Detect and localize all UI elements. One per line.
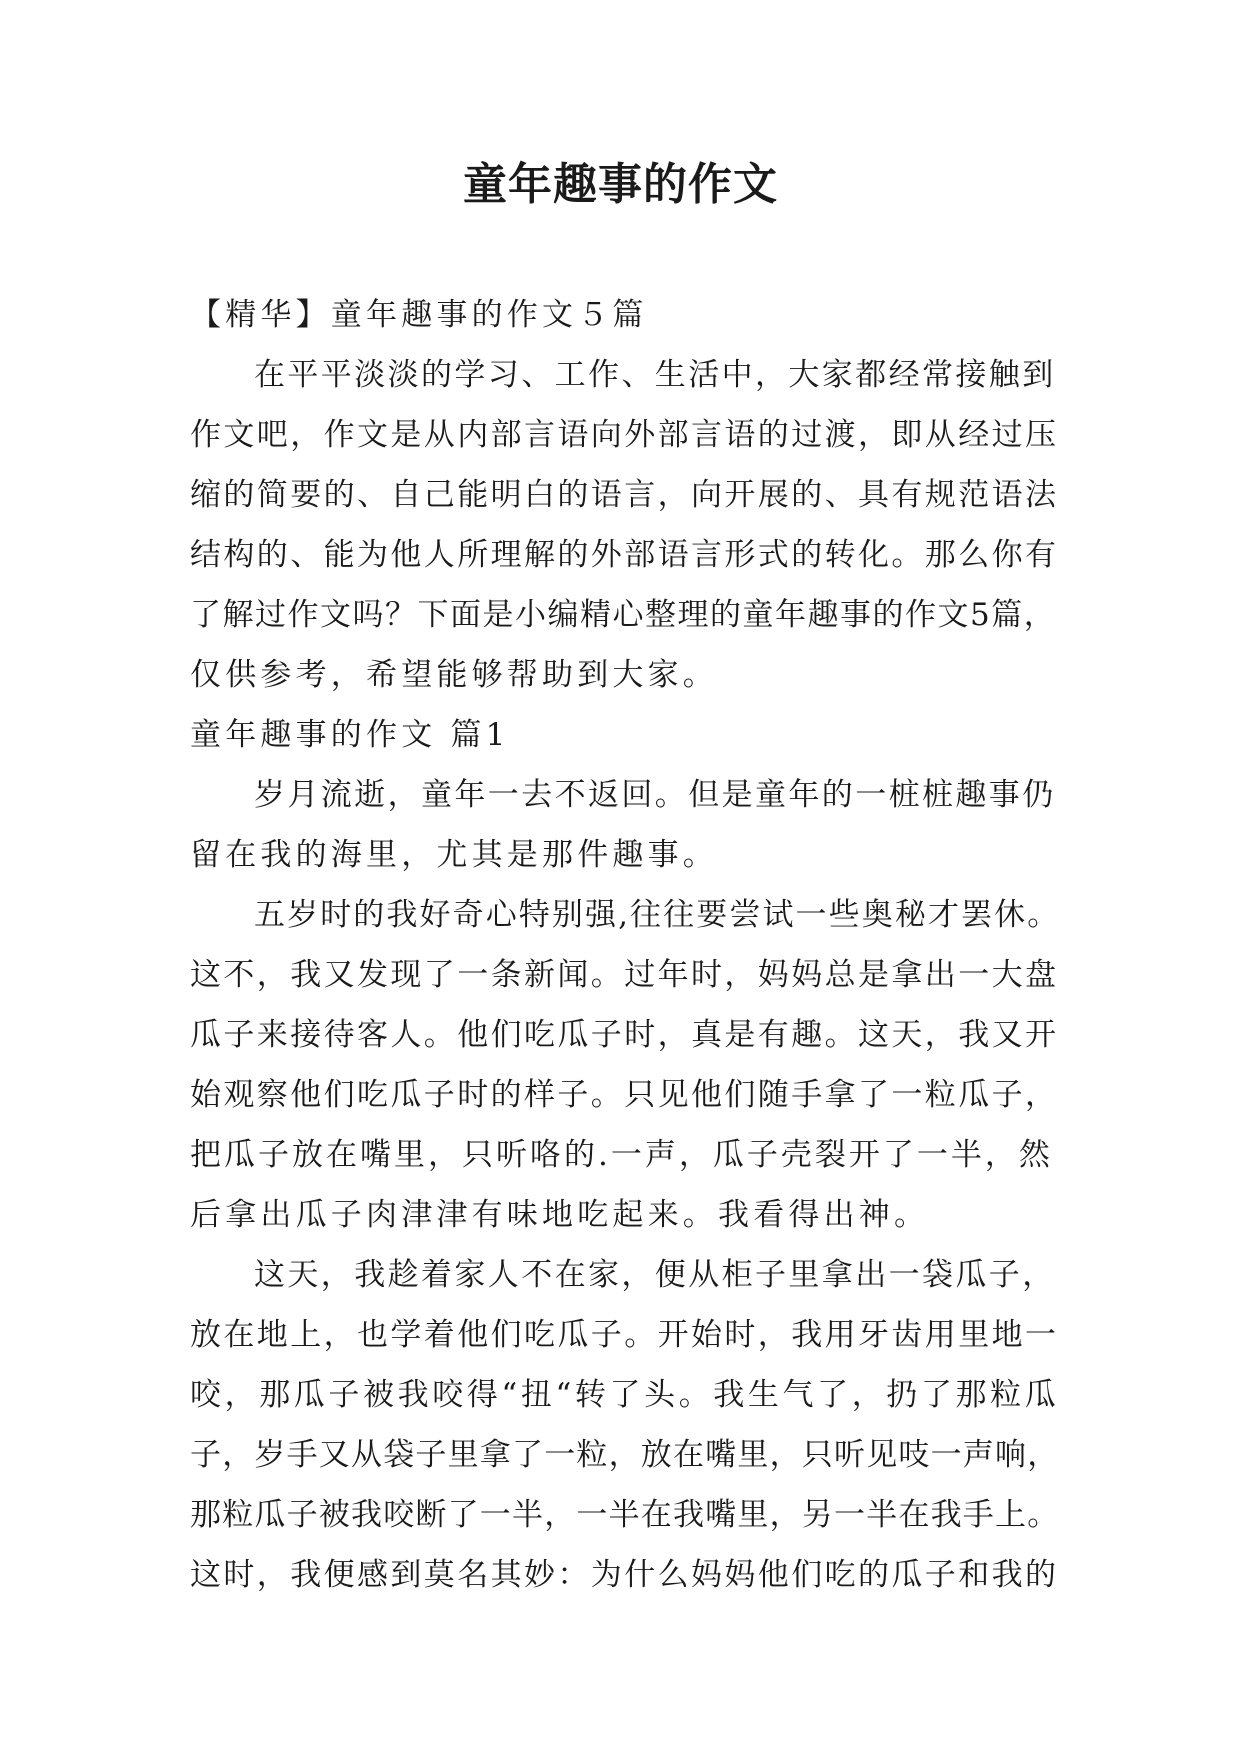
text-line: 那粒瓜子被我咬断了一半，一半在我嘴里，另一半在我手上。 bbox=[190, 1497, 1060, 1533]
text-line: 后拿出瓜子肉津津有味地吃起来。我看得出神。 bbox=[190, 1197, 930, 1233]
text-line: 仅供参考，希望能够帮助到大家。 bbox=[190, 657, 718, 693]
text-line: 这天，我趁着家人不在家，便从柜子里拿出一袋瓜子， bbox=[254, 1257, 1056, 1293]
text-line: 作文吧，作文是从内部言语向外部言语的过渡，即从经过压 bbox=[190, 417, 1059, 453]
text-line: 把瓜子放在嘴里，只听咯的.一声，瓜子壳裂开了一半，然 bbox=[190, 1137, 1053, 1173]
text-line: 放在地上，也学着他们吃瓜子。开始时，我用牙齿用里地一 bbox=[190, 1317, 1059, 1353]
text-line: 童年趣事的作文 篇1 bbox=[190, 717, 510, 753]
text-line: 瓜子来接待客人。他们吃瓜子时，真是有趣。这天，我又开 bbox=[190, 1017, 1059, 1053]
text-line: 岁月流逝，童年一去不返回。但是童年的一桩桩趣事仍 bbox=[254, 777, 1056, 813]
text-line: 子，岁手又从袋子里拿了一粒，放在嘴里，只听见吱一声响， bbox=[190, 1437, 1060, 1473]
text-line: 了解过作文吗？下面是小编精心整理的童年趣事的作文5篇， bbox=[190, 597, 1057, 633]
document-title: 童年趣事的作文 bbox=[463, 159, 778, 210]
text-line: 这不，我又发现了一条新闻。过年时，妈妈总是拿出一大盘 bbox=[190, 957, 1059, 993]
text-line: 五岁时的我好奇心特别强,往往要尝试一些奥秘才罢休。 bbox=[254, 897, 1061, 933]
text-line: 结构的、能为他人所理解的外部语言形式的转化。那么你有 bbox=[190, 537, 1059, 573]
text-line: 缩的简要的、自己能明白的语言，向开展的、具有规范语法 bbox=[190, 477, 1059, 513]
document-body bbox=[190, 285, 1060, 1605]
text-line: 这时，我便感到莫名其妙：为什么妈妈他们吃的瓜子和我的 bbox=[190, 1557, 1059, 1593]
text-line: 留在我的海里，尤其是那件趣事。 bbox=[190, 837, 718, 873]
text-line: 始观察他们吃瓜子时的样子。只见他们随手拿了一粒瓜子， bbox=[190, 1077, 1059, 1113]
text-line: 咬，那瓜子被我咬得“扭“转了头。我生气了，扔了那粒瓜 bbox=[190, 1377, 1060, 1413]
text-line: 【精华】童年趣事的作文５篇 bbox=[190, 297, 648, 333]
text-line: 在平平淡淡的学习、工作、生活中，大家都经常接触到 bbox=[254, 357, 1056, 393]
